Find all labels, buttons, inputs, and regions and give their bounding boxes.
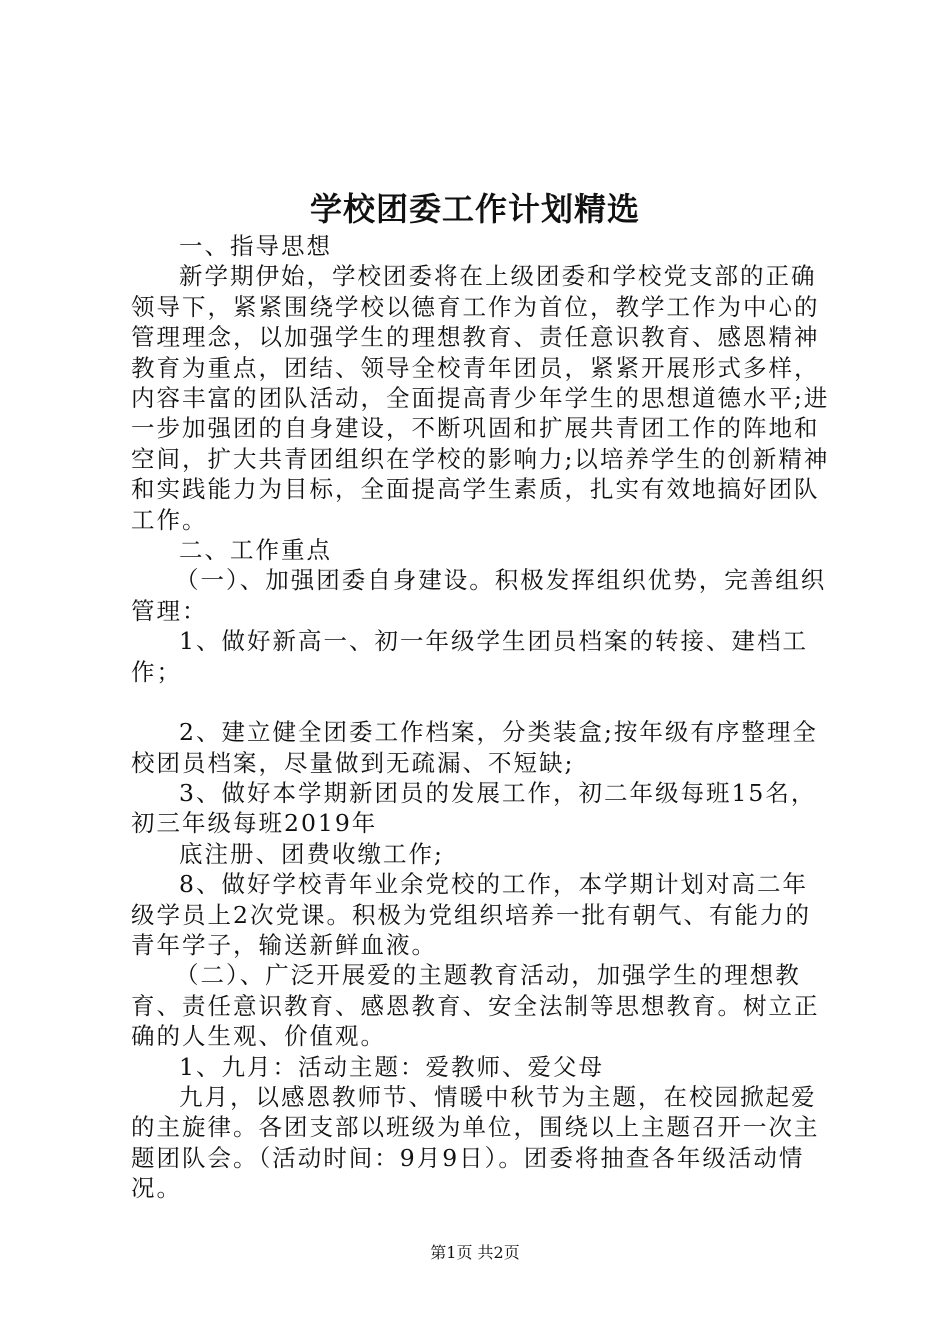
activity-heading-september: 1、九月：活动主题：爱教师、爱父母 xyxy=(179,1052,604,1081)
document-body xyxy=(131,231,831,1204)
list-item-1: 1、做好新高一、初一年级学生团员档案的转接、建档工作； xyxy=(131,627,808,686)
section-heading-work-focus: 二、工作重点 xyxy=(179,536,332,565)
list-item-8: 8、做好学校青年业余党校的工作，本学期计划对高二年级学员上2次党课。积极为党组织培养一批有朝气、有能力的青年学子，输送新鲜血液。 xyxy=(131,870,811,959)
paragraph-guiding-ideology: 新学期伊始，学校团委将在上级团委和学校党支部的正确领导下，紧紧围绕学校以德育工作为首位，教学工作为中心的管理理念，以加强学生的理想教育、责任意识教育、感恩精神教育为重点，团结、领导全校青年团员，紧紧开展形式多样，内容丰富的团队活动，全面提高青少年学生的思想道德水平;进一步加强团的自身建设，不断巩固和扩展共青团工作的阵地和空间，扩大共青团组织在学校的影响力;以培养学生的创新精神和实践能力为目标，全面提高学生素质，扎实有效地搞好团队工作。 xyxy=(131,262,830,534)
subsection-heading-2: （二）、广泛开展爱的主题教育活动，加强学生的理想教育、责任意识教育、感恩教育、安全法制等思想教育。树立正确的人生观、价值观。 xyxy=(131,961,820,1051)
list-item-2: 2、建立健全团委工作档案，分类装盒;按年级有序整理全校团员档案，尽量做到无疏漏、不短缺; xyxy=(131,718,818,777)
blank-line xyxy=(131,687,831,717)
paragraph-september-activity: 九月，以感恩教师节、情暖中秋节为主题，在校园掀起爱的主旋律。各团支部以班级为单位，围绕以上主题召开一次主题团队会。（活动时间：9月9日）。团委将抽查各年级活动情况。 xyxy=(131,1082,820,1203)
document-title: 学校团委工作计划精选 xyxy=(309,190,640,228)
page-number-footer: 第1页 共2页 xyxy=(430,1243,520,1262)
list-item-3-continued: 底注册、团费收缴工作; xyxy=(179,839,444,868)
list-item-3: 3、做好本学期新团员的发展工作，初二年级每班15名，初三年级每班2019年 xyxy=(131,778,817,838)
section-heading-guiding-ideology: 一、指导思想 xyxy=(179,232,332,260)
subsection-heading-1: （一）、加强团委自身建设。积极发挥组织优势，完善组织管理： xyxy=(131,566,827,625)
